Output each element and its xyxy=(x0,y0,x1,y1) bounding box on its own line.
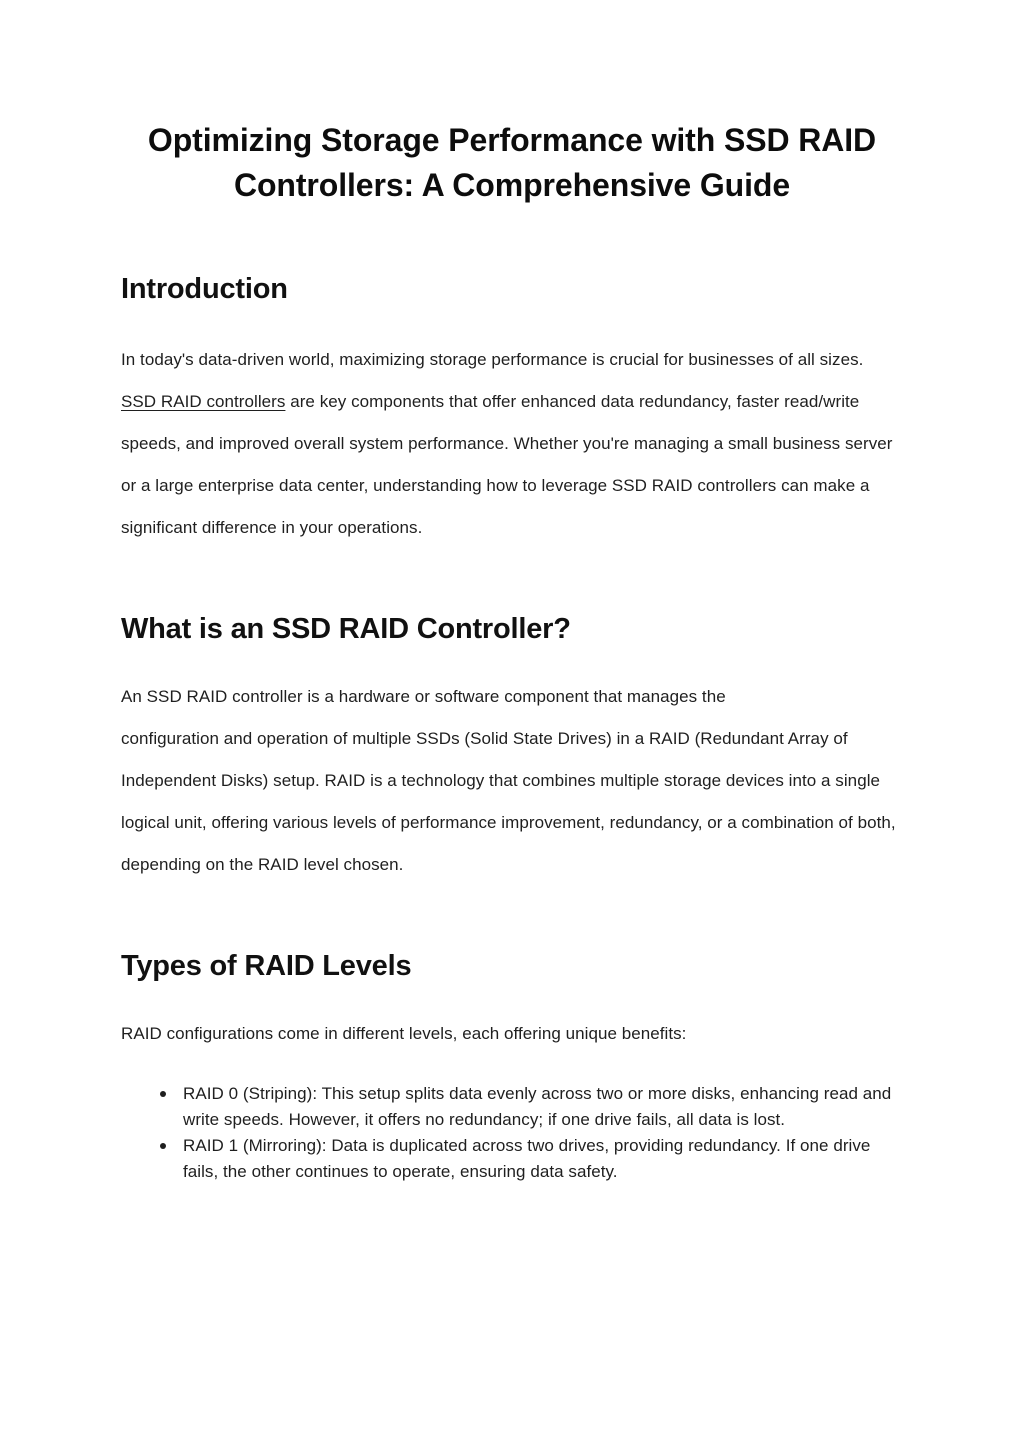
section-heading-types-of-raid-levels: Types of RAID Levels xyxy=(121,950,412,983)
raid-levels-list xyxy=(121,1055,903,1185)
section-heading-introduction: Introduction xyxy=(121,272,288,305)
section-heading-what-is-an-ssd-raid-controller: What is an SSD RAID Controller? xyxy=(121,612,571,645)
paragraph-what-line-2: configuration and operation of multiple SSDs (Solid State Drives) in a RAID (Redundant Array of Independent Disks) setup. RAID is a technology that combines multiple storage devices into a single logical unit, offering various levels of performance improvement, redundancy, or a combination of both, depending on the RAID level chosen. xyxy=(121,729,896,875)
paragraph-types-of-raid-levels: RAID configurations come in different levels, each offering unique benefits: xyxy=(121,1023,687,1043)
paragraph-introduction-tail: are key components that offer enhanced data redundancy, faster read/write speeds, and improved overall system performance. Whether you're managing a small business server or a large enterprise data center, understanding how to leverage SSD RAID controllers can make a significant difference in your operations. xyxy=(121,391,893,537)
paragraph-introduction-lead: In today's data-driven world, maximizing storage performance is crucial for businesses of all sizes. xyxy=(121,349,864,369)
ssd-raid-controllers-link[interactable]: SSD RAID controllers xyxy=(121,391,286,411)
list-item-label: RAID 0 (Striping): This setup splits data evenly across two or more disks, enhancing read and write speeds. However, it offers no redundancy; if one drive fails, all data is lost. xyxy=(183,1083,892,1129)
document-content xyxy=(121,0,903,1185)
list-item-label: RAID 1 (Mirroring): Data is duplicated across two drives, providing redundancy. If one drive fails, the other continues to operate, ensuring data safety. xyxy=(183,1135,871,1181)
paragraph-what-line-1: An SSD RAID controller is a hardware or software component that manages the xyxy=(121,687,726,707)
paragraph-introduction xyxy=(121,309,903,549)
paragraph-what-is-an-ssd-raid-controller xyxy=(121,648,903,886)
page-title: Optimizing Storage Performance with SSD RAID Controllers: A Comprehensive Guide xyxy=(147,122,877,204)
list-item xyxy=(121,1133,903,1185)
bullet-point-icon xyxy=(160,1091,166,1097)
bullet-point-icon xyxy=(160,1143,166,1149)
list-item xyxy=(121,1081,903,1133)
